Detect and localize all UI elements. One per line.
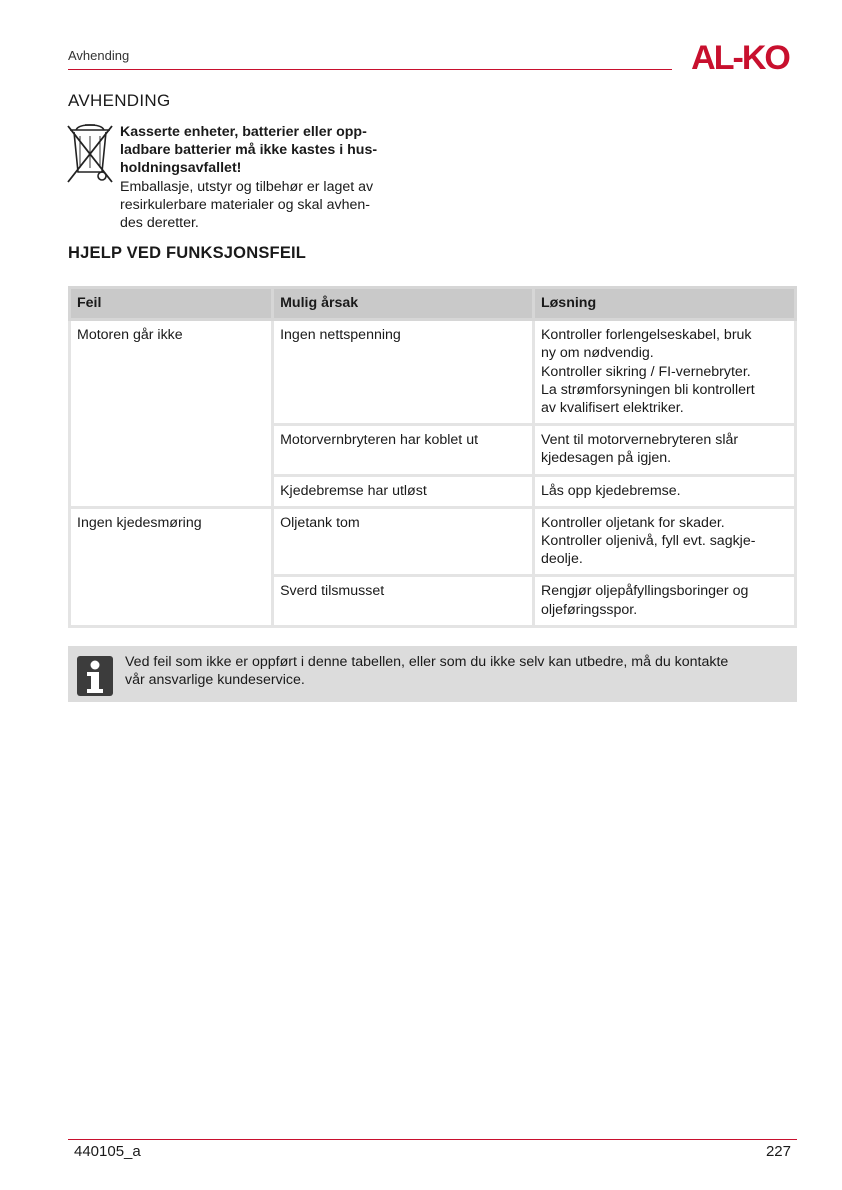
solution-cell: Kontroller forlengelseskabel, bruk ny om nødvendig. Kontroller sikring / FI-vernebryter. La strømforsyningen bli kontrollert av kvalifisert elektriker. [533, 320, 795, 425]
disposal-heading: AVHENDING [68, 91, 171, 110]
info-note-text: Ved feil som ikke er oppført i denne tabellen, eller som du ikke selv kan utbedre, må du kontakte vår ansvarlige kundeservice. [125, 654, 729, 689]
solution-cell: Kontroller oljetank for skader. Kontroller oljenivå, fyll evt. sagkje- deolje. [533, 507, 795, 576]
table-row [70, 320, 796, 425]
info-note [68, 646, 797, 702]
fault-cell: Ingen kjedesmøring [70, 507, 273, 626]
info-icon [77, 656, 113, 696]
cause-cell: Oljetank tom [273, 507, 534, 576]
column-header-cause: Mulig årsak [273, 288, 534, 320]
solution-cell: Rengjør oljepåfyllingsboringer og oljeføringsspor. [533, 576, 795, 626]
solution-cell: Lås opp kjedebremse. [533, 475, 795, 507]
column-header-solution: Løsning [533, 288, 795, 320]
column-header-fault: Feil [70, 288, 273, 320]
cause-cell: Sverd tilsmusset [273, 576, 534, 626]
cause-cell: Kjedebremse har utløst [273, 475, 534, 507]
solution-cell: Vent til motorvernebryteren slår kjedesagen på igjen. [533, 425, 795, 475]
table-row [70, 507, 796, 576]
header-divider [68, 69, 672, 70]
document-id: 440105_a [74, 1143, 141, 1160]
crossed-out-wheelie-bin-icon [66, 122, 114, 184]
troubleshooting-heading: HJELP VED FUNKSJONSFEIL [68, 244, 307, 262]
al-ko-logo-icon [682, 40, 798, 72]
brand-logo [682, 40, 798, 72]
fault-cell: Motoren går ikke [70, 320, 273, 508]
footer-divider [68, 1139, 797, 1140]
page-number: 227 [765, 1143, 791, 1160]
table-header-row [70, 288, 796, 320]
cause-cell: Motorvernbryteren har koblet ut [273, 425, 534, 475]
cause-cell: Ingen nettspenning [273, 320, 534, 425]
disposal-warning: Kasserte enheter, batterier eller opp- ladbare batterier må ikke kastes i hus- holdningsavfallet! [120, 124, 378, 177]
running-header: Avhending [68, 48, 130, 63]
troubleshooting-table [68, 286, 797, 628]
disposal-text: Emballasje, utstyr og tilbehør er laget av resirkulerbare materialer og skal avhen- des deretter. [120, 178, 374, 232]
svg-text:AL-KO: AL-KO [691, 40, 789, 72]
disposal-notice [120, 123, 420, 232]
